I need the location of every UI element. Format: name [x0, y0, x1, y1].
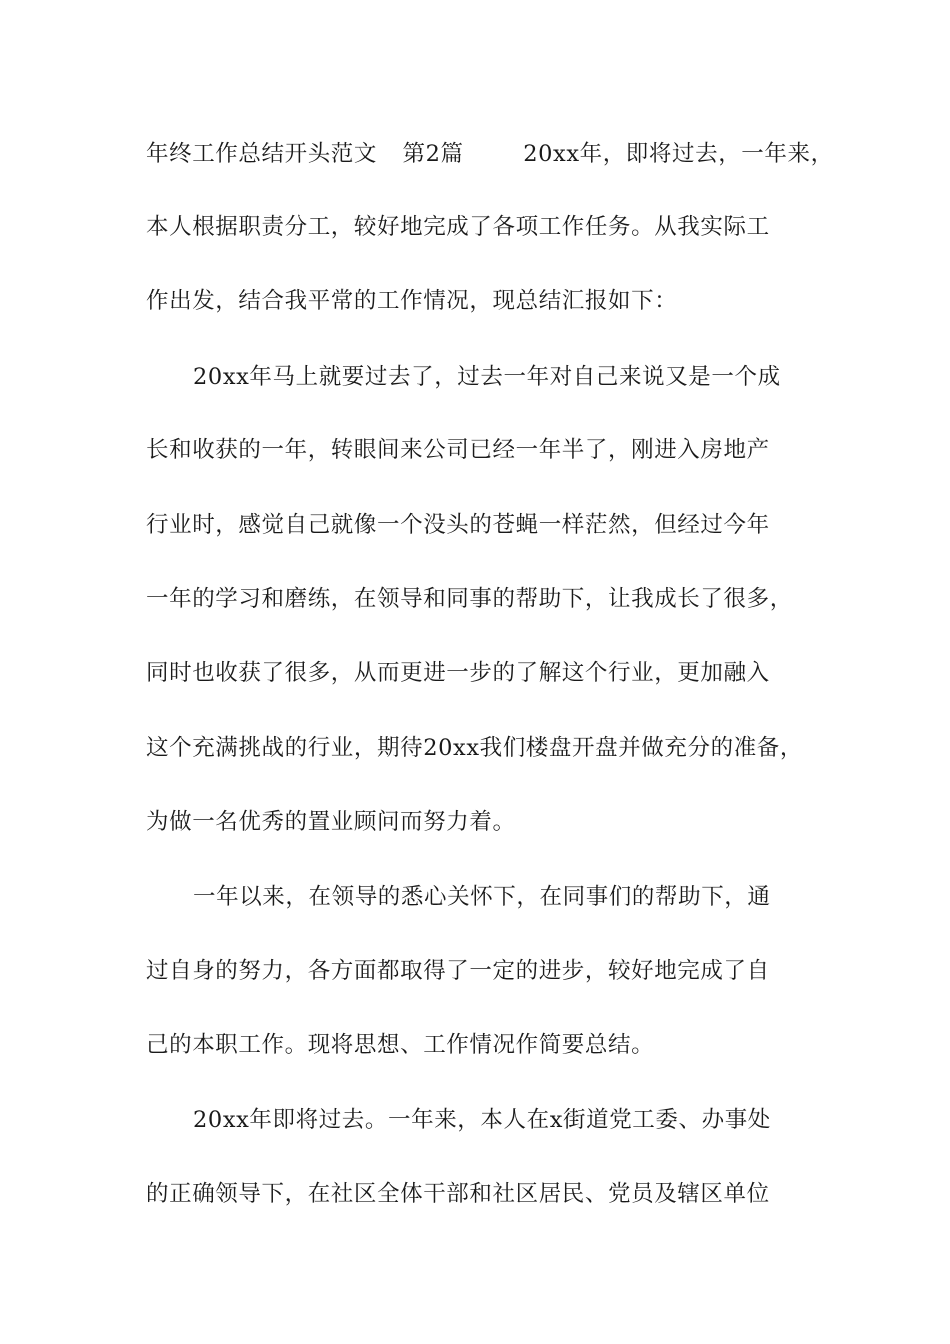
paragraph-2-line-7: 为做一名优秀的置业顾问而努力着。	[146, 809, 516, 835]
document-title: 年终工作总结开头范文	[146, 141, 378, 167]
paragraph-4-line-1: 20xx年即将过去。一年来，本人在x街道党工委、办事处	[193, 1107, 771, 1133]
intro-line-2: 本人根据职责分工，较好地完成了各项工作任务。从我实际工	[146, 214, 770, 240]
paragraph-2-line-4: 一年的学习和磨练，在领导和同事的帮助下，让我成长了很多，	[146, 586, 793, 612]
intro-line-1: 20xx年，即将过去，一年来，	[523, 141, 834, 167]
paragraph-3-line-1: 一年以来，在领导的悉心关怀下，在同事们的帮助下，通	[193, 884, 771, 910]
paragraph-3-line-3: 己的本职工作。现将思想、工作情况作简要总结。	[146, 1032, 655, 1058]
section-label: 第2篇	[402, 141, 464, 167]
paragraph-2-line-1: 20xx年马上就要过去了，过去一年对自己来说又是一个成	[193, 364, 781, 390]
paragraph-2-line-2: 长和收获的一年，转眼间来公司已经一年半了，刚进入房地产	[146, 437, 770, 463]
paragraph-4-line-2: 的正确领导下，在社区全体干部和社区居民、党员及辖区单位	[146, 1181, 770, 1207]
paragraph-3-line-2: 过自身的努力，各方面都取得了一定的进步，较好地完成了自	[146, 958, 770, 984]
paragraph-2-line-6: 这个充满挑战的行业，期待20xx我们楼盘开盘并做充分的准备，	[146, 735, 804, 761]
paragraph-2-line-5: 同时也收获了很多，从而更进一步的了解这个行业，更加融入	[146, 660, 770, 686]
paragraph-2-line-3: 行业时，感觉自己就像一个没头的苍蝇一样茫然，但经过今年	[146, 512, 770, 538]
title-line	[146, 139, 834, 169]
intro-line-3: 作出发，结合我平常的工作情况，现总结汇报如下：	[146, 288, 678, 314]
